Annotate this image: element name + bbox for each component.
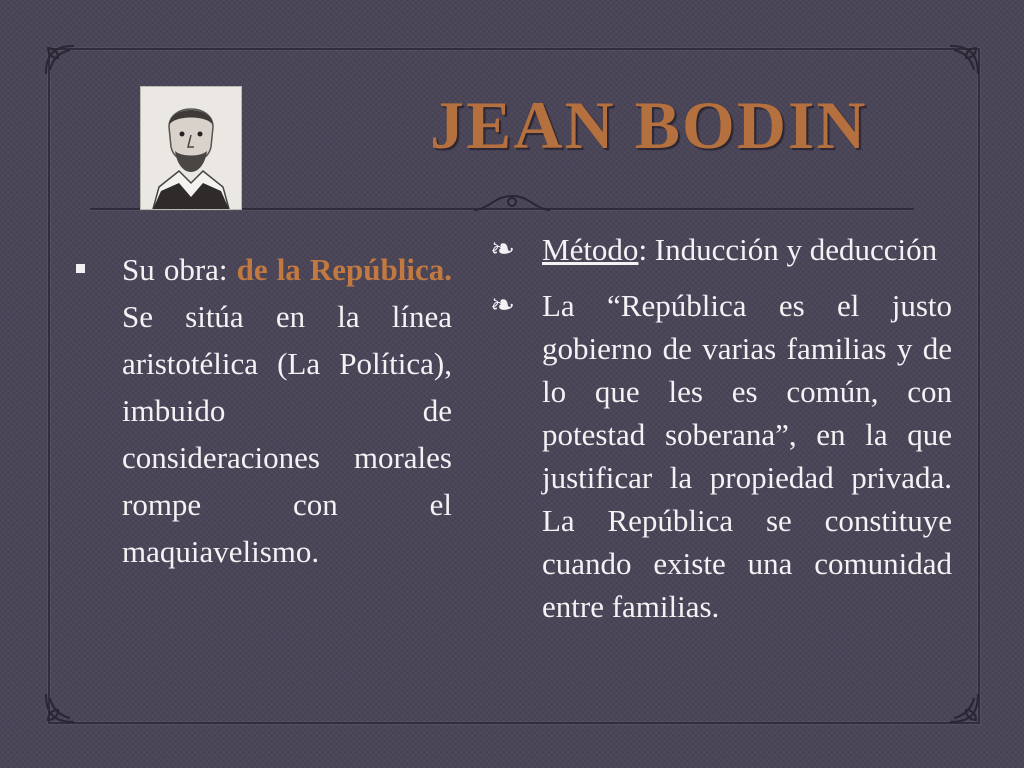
fleuron-bullet-icon: ❧ (490, 232, 516, 267)
fleuron-bullet-icon: ❧ (490, 288, 516, 323)
work-paragraph (122, 246, 452, 575)
right-column (490, 228, 952, 640)
square-bullet-icon (72, 246, 122, 575)
quote-paragraph: La “República es el justo gobierno de varias familias y de lo que les es común, con potestad soberana”, en la que justificar la propiedad privada. La República se constituye cuando existe una comunidad entre familias. (542, 288, 952, 624)
method-paragraph (542, 228, 952, 272)
ornament-corner-icon (944, 688, 984, 728)
left-column (72, 246, 452, 575)
work-intro: Su obra: (122, 252, 237, 287)
portrait-image (140, 86, 242, 210)
list-item (490, 284, 952, 628)
list-item (490, 228, 952, 272)
ornament-corner-icon (40, 40, 80, 80)
work-title: de la República. (236, 252, 452, 287)
work-body: Se sitúa en la línea aristotélica (La Política), imbuido de consideraciones morales rompe con el maquiavelismo. (122, 299, 452, 569)
divider-ornament-icon (470, 190, 554, 216)
ornament-corner-icon (944, 40, 984, 80)
method-rest: : Inducción y deducción (638, 232, 938, 267)
slide-title: JEAN BODIN (430, 87, 868, 163)
ornament-corner-icon (40, 688, 80, 728)
method-label: Método (542, 232, 639, 267)
list-item (72, 246, 452, 575)
